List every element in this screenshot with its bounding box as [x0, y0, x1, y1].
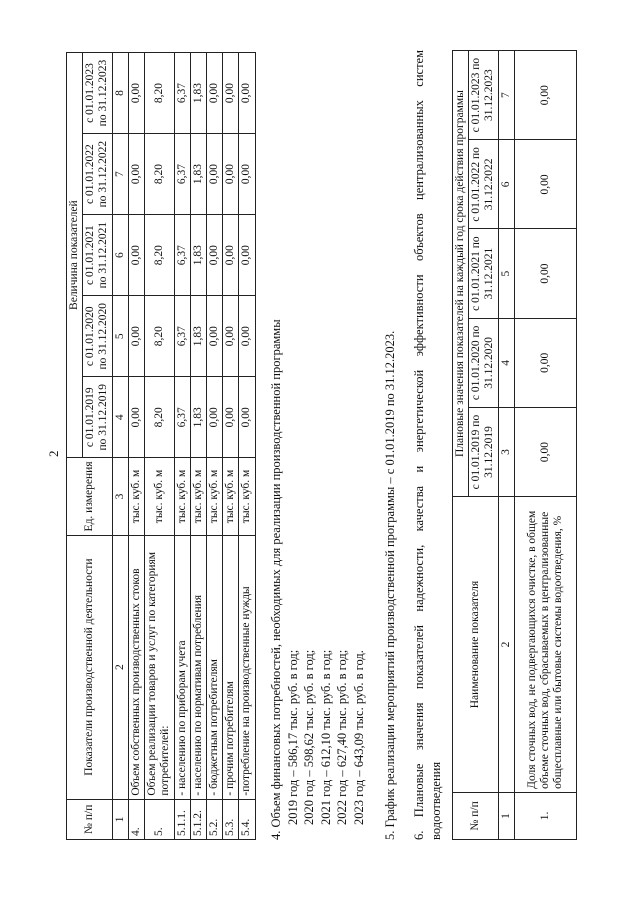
row-number: 5. — [145, 799, 174, 839]
row-value: 1,83 — [190, 134, 206, 215]
row-number: 5.1.2. — [190, 799, 206, 839]
row-value: 8,20 — [145, 296, 174, 377]
row-number: 5.4. — [239, 799, 255, 839]
section-6 — [411, 50, 444, 840]
row-value: 6,37 — [174, 53, 190, 134]
table1-header-row-1 — [67, 53, 83, 840]
table2-colnum-row — [498, 51, 514, 840]
section-6-line-1: 6. Плановые значения показателей надежности, качества и энергетической эффективности объектов централизованных систем — [412, 50, 426, 840]
colnum: 3 — [112, 458, 128, 535]
section-5: 5. График реализации мероприятий производственной программы – с 01.01.2019 по 31.12.2023. — [383, 330, 397, 840]
table1-period: с 01.01.2022 по 31.12.2022 — [83, 134, 112, 215]
row-value: 0,00 — [223, 377, 239, 458]
row-unit: тыс. куб. м — [190, 458, 206, 535]
section-4-line: 2023 год – 643,09 тыс. руб. в год. — [351, 650, 366, 825]
table-row — [514, 51, 576, 840]
row-value: 6,37 — [174, 215, 190, 296]
row-value: 0,00 — [223, 296, 239, 377]
row-value: 0,00 — [223, 215, 239, 296]
colnum: 5 — [498, 229, 514, 318]
row-value: 0,00 — [514, 229, 576, 318]
section-4-heading: 4. Объем финансовых потребностей, необходимых для реализации производственной программы — [269, 319, 283, 840]
row-value: 0,00 — [128, 215, 144, 296]
table-row — [128, 53, 144, 840]
table2-header-group: Плановые значения показателей на каждый год срока действия программы — [453, 51, 469, 497]
row-value: 8,20 — [145, 134, 174, 215]
table1-header-unit: Ед. измерения — [67, 458, 113, 535]
row-unit: тыс. куб. м — [206, 458, 222, 535]
colnum: 4 — [112, 377, 128, 458]
row-value: 0,00 — [128, 377, 144, 458]
colnum: 7 — [498, 51, 514, 140]
production-indicators-table — [66, 52, 256, 840]
row-name: -потребление на производственные нужды — [239, 535, 255, 799]
row-name: - населению по нормативам потребления — [190, 535, 206, 799]
row-value: 6,37 — [174, 296, 190, 377]
table1-header-indicator: Показатели производственной деятельности — [67, 535, 113, 799]
row-number: 1. — [514, 792, 576, 839]
row-unit: тыс. куб. м — [174, 458, 190, 535]
row-value: 0,00 — [223, 53, 239, 134]
table1-colnum-row — [112, 53, 128, 840]
row-value: 0,00 — [206, 134, 222, 215]
table1-period: с 01.01.2019 по 31.12.2019 — [83, 377, 112, 458]
row-value: 1,83 — [190, 53, 206, 134]
table1-header-values: Величина показателей — [67, 53, 83, 458]
colnum: 7 — [112, 134, 128, 215]
row-unit: тыс. куб. м — [128, 458, 144, 535]
table2-period: с 01.01.2020 по 31.12.2020 — [469, 318, 498, 407]
row-value: 6,37 — [174, 134, 190, 215]
colnum: 2 — [112, 535, 128, 799]
table1-period: с 01.01.2023 по 31.12.2023 — [83, 53, 112, 134]
row-number: 5.3. — [223, 799, 239, 839]
row-value: 0,00 — [206, 215, 222, 296]
row-value: 0,00 — [239, 215, 255, 296]
row-value: 0,00 — [514, 318, 576, 407]
table-row — [190, 53, 206, 840]
colnum: 1 — [498, 792, 514, 839]
row-name: - населению по приборам учета — [174, 535, 190, 799]
colnum: 8 — [112, 53, 128, 134]
table1-period: с 01.01.2020 по 31.12.2020 — [83, 296, 112, 377]
row-value: 0,00 — [239, 134, 255, 215]
row-value: 8,20 — [145, 215, 174, 296]
table-row — [145, 53, 174, 840]
row-number: 4. — [128, 799, 144, 839]
page-number: 2 — [46, 450, 61, 457]
table2-period: с 01.01.2023 по 31.12.2023 — [469, 51, 498, 140]
row-value: 0,00 — [206, 296, 222, 377]
row-name: Доля сточных вод, не подвергающихся очистке, в общем объеме сточных вод, сбрасываемых в централизованные общесплавные или бытовые системы водоотведения, % — [514, 497, 576, 793]
row-value: 0,00 — [239, 53, 255, 134]
row-value: 0,00 — [206, 377, 222, 458]
colnum: 2 — [498, 497, 514, 793]
table2-header-name: Наименование показателя — [453, 497, 499, 793]
row-unit: тыс. куб. м — [223, 458, 239, 535]
row-value: 0,00 — [128, 296, 144, 377]
row-value: 0,00 — [514, 407, 576, 496]
row-value: 1,83 — [190, 296, 206, 377]
row-unit: тыс. куб. м — [239, 458, 255, 535]
row-value: 0,00 — [239, 377, 255, 458]
section-4-line: 2021 год – 612,10 тыс. руб. в год; — [318, 649, 333, 825]
table-row — [174, 53, 190, 840]
section-4-line: 2020 год – 598,62 тыс. руб. в год; — [302, 649, 316, 825]
row-name: - прочим потребителям — [223, 535, 239, 799]
section-4-line: 2022 год – 627,40 тыс. руб. в год; — [335, 649, 349, 825]
row-value: 0,00 — [223, 134, 239, 215]
colnum: 6 — [498, 140, 514, 229]
row-value: 1,83 — [190, 215, 206, 296]
table2-period: с 01.01.2019 по 31.12.2019 — [469, 407, 498, 496]
section-6-line-2: водоотведения — [428, 761, 443, 840]
table2-header-number: № п/п — [453, 792, 499, 839]
row-name: Объем реализации товаров и услуг по категориям потребителей: — [145, 535, 174, 799]
row-unit: тыс. куб. м — [145, 458, 174, 535]
row-number: 5.1.1. — [174, 799, 190, 839]
planned-values-table — [452, 50, 577, 840]
colnum: 5 — [112, 296, 128, 377]
row-value: 1,83 — [190, 377, 206, 458]
row-number: 5.2. — [206, 799, 222, 839]
row-value: 0,00 — [239, 296, 255, 377]
row-name: - бюджетным потребителям — [206, 535, 222, 799]
row-value: 8,20 — [145, 53, 174, 134]
row-value: 0,00 — [514, 140, 576, 229]
row-value: 0,00 — [128, 53, 144, 134]
table2-header-row-1 — [453, 51, 469, 840]
table1-header-number: № п/п — [67, 799, 113, 839]
table2-period: с 01.01.2021 по 31.12.2021 — [469, 229, 498, 318]
row-value: 8,20 — [145, 377, 174, 458]
table1-period: с 01.01.2021 по 31.12.2021 — [83, 215, 112, 296]
table-row — [239, 53, 255, 840]
row-value: 6,37 — [174, 377, 190, 458]
table-row — [223, 53, 239, 840]
colnum: 4 — [498, 318, 514, 407]
colnum: 3 — [498, 407, 514, 496]
row-name: Объем собственных производственных стоков — [128, 535, 144, 799]
table-row — [206, 53, 222, 840]
colnum: 1 — [112, 799, 128, 839]
table2-period: с 01.01.2022 по 31.12.2022 — [469, 140, 498, 229]
row-value: 0,00 — [514, 51, 576, 140]
section-4-line: 2019 год – 586,17 тыс. руб. в год; — [285, 649, 300, 825]
row-value: 0,00 — [206, 53, 222, 134]
colnum: 6 — [112, 215, 128, 296]
row-value: 0,00 — [128, 134, 144, 215]
section-4 — [268, 20, 367, 840]
